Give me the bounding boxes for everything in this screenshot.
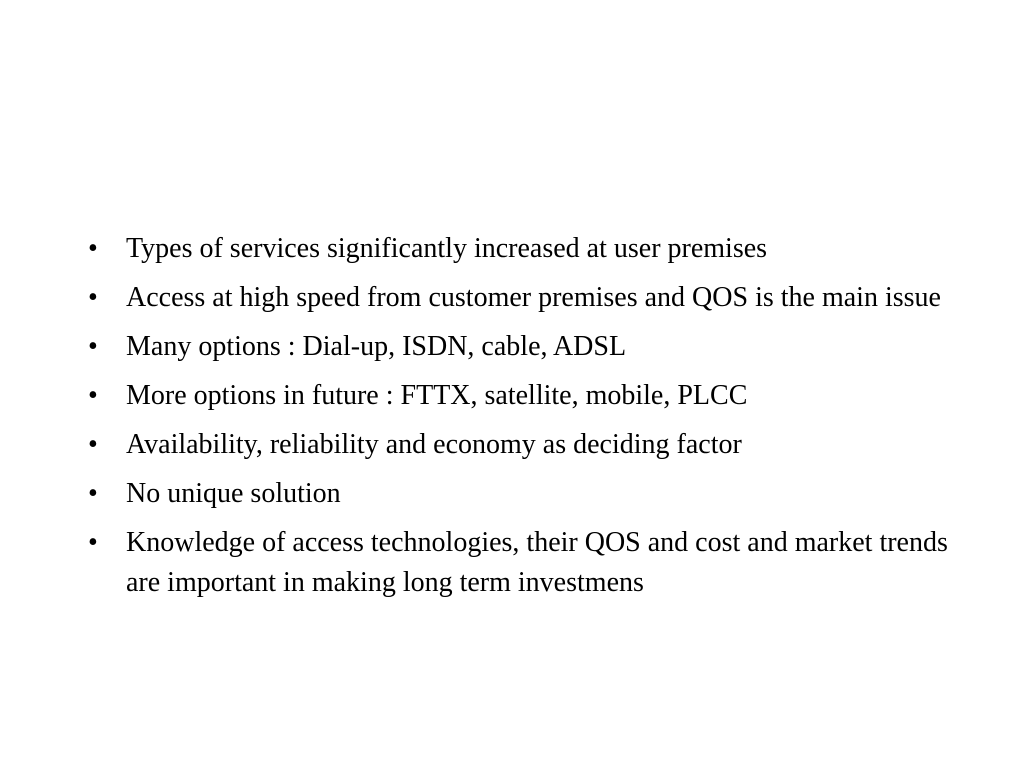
bullet-list	[88, 229, 948, 612]
bullet-dot-icon: •	[88, 527, 98, 558]
bullet-item	[88, 278, 948, 318]
bullet-text: Many options : Dial-up, ISDN, cable, ADSL	[126, 331, 627, 362]
bullet-item	[88, 376, 948, 416]
bullet-text: More options in future : FTTX, satellite, mobile, PLCC	[126, 380, 748, 411]
bullet-item	[88, 327, 948, 367]
bullet-item	[88, 523, 948, 603]
bullet-dot-icon: •	[88, 233, 98, 264]
bullet-item	[88, 229, 948, 269]
bullet-dot-icon: •	[88, 478, 98, 509]
bullet-dot-icon: •	[88, 429, 98, 460]
bullet-dot-icon: •	[88, 331, 98, 362]
bullet-text: Access at high speed from customer premises and QOS is the main issue	[126, 282, 941, 313]
bullet-dot-icon: •	[88, 282, 98, 313]
bullet-item	[88, 425, 948, 465]
bullet-text: Availability, reliability and economy as deciding factor	[126, 429, 742, 460]
bullet-dot-icon: •	[88, 380, 98, 411]
bullet-text: Knowledge of access technologies, their QOS and cost and market trends are important in making long term investmens	[126, 527, 948, 598]
bullet-text: Types of services significantly increased at user premises	[126, 233, 768, 264]
bullet-text: No unique solution	[126, 478, 341, 509]
bullet-item	[88, 474, 948, 514]
